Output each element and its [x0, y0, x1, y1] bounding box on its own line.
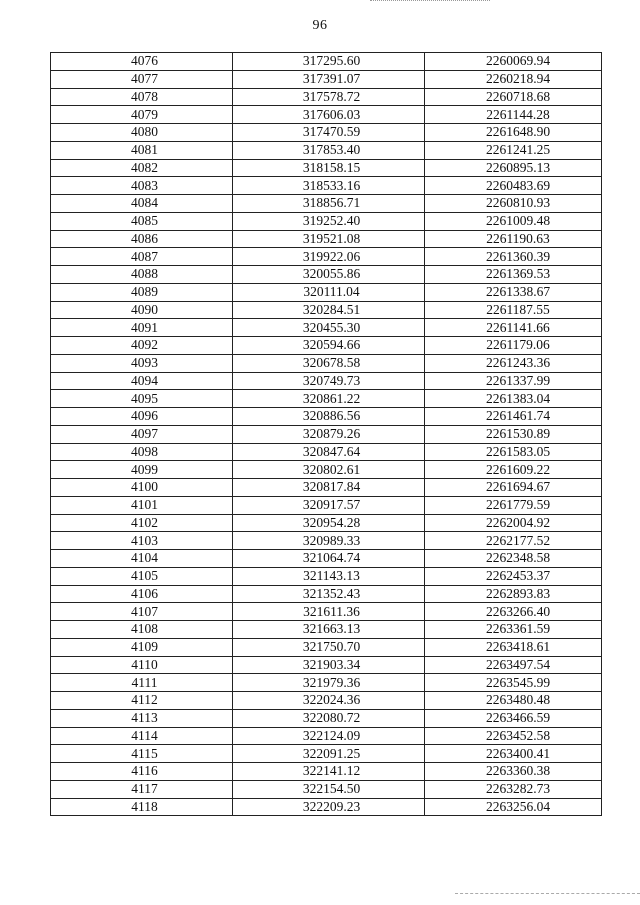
table-row — [51, 408, 602, 426]
y-coordinate-cell: 2263400.41 — [425, 745, 602, 763]
y-coordinate-cell: 2260218.94 — [425, 70, 602, 88]
x-coordinate-cell: 320284.51 — [233, 301, 425, 319]
table-row — [51, 479, 602, 497]
table-row — [51, 230, 602, 248]
table-row — [51, 727, 602, 745]
y-coordinate-cell: 2263418.61 — [425, 638, 602, 656]
x-coordinate-cell: 317391.07 — [233, 70, 425, 88]
x-coordinate-cell: 320678.58 — [233, 354, 425, 372]
y-coordinate-cell: 2260483.69 — [425, 177, 602, 195]
table-row — [51, 53, 602, 71]
x-coordinate-cell: 321903.34 — [233, 656, 425, 674]
x-coordinate-cell: 320879.26 — [233, 425, 425, 443]
y-coordinate-cell: 2263452.58 — [425, 727, 602, 745]
x-coordinate-cell: 320917.57 — [233, 496, 425, 514]
y-coordinate-cell: 2261243.36 — [425, 354, 602, 372]
x-coordinate-cell: 320055.86 — [233, 266, 425, 284]
x-coordinate-cell: 320817.84 — [233, 479, 425, 497]
coordinate-table — [50, 52, 602, 816]
table-row — [51, 337, 602, 355]
point-number-cell: 4102 — [51, 514, 233, 532]
point-number-cell: 4097 — [51, 425, 233, 443]
x-coordinate-cell: 320111.04 — [233, 283, 425, 301]
x-coordinate-cell: 317853.40 — [233, 141, 425, 159]
coordinate-table-body — [51, 53, 602, 816]
point-number-cell: 4106 — [51, 585, 233, 603]
y-coordinate-cell: 2263545.99 — [425, 674, 602, 692]
point-number-cell: 4114 — [51, 727, 233, 745]
point-number-cell: 4117 — [51, 780, 233, 798]
point-number-cell: 4110 — [51, 656, 233, 674]
x-coordinate-cell: 322209.23 — [233, 798, 425, 816]
point-number-cell: 4098 — [51, 443, 233, 461]
table-row — [51, 798, 602, 816]
point-number-cell: 4077 — [51, 70, 233, 88]
table-row — [51, 780, 602, 798]
y-coordinate-cell: 2261141.66 — [425, 319, 602, 337]
table-row — [51, 550, 602, 568]
x-coordinate-cell: 322154.50 — [233, 780, 425, 798]
x-coordinate-cell: 320861.22 — [233, 390, 425, 408]
y-coordinate-cell: 2261530.89 — [425, 425, 602, 443]
x-coordinate-cell: 322141.12 — [233, 763, 425, 781]
point-number-cell: 4095 — [51, 390, 233, 408]
table-row — [51, 425, 602, 443]
table-row — [51, 567, 602, 585]
point-number-cell: 4090 — [51, 301, 233, 319]
point-number-cell: 4083 — [51, 177, 233, 195]
x-coordinate-cell: 317578.72 — [233, 88, 425, 106]
y-coordinate-cell: 2261144.28 — [425, 106, 602, 124]
x-coordinate-cell: 321143.13 — [233, 567, 425, 585]
point-number-cell: 4093 — [51, 354, 233, 372]
table-row — [51, 638, 602, 656]
x-coordinate-cell: 317470.59 — [233, 124, 425, 142]
y-coordinate-cell: 2261190.63 — [425, 230, 602, 248]
x-coordinate-cell: 319252.40 — [233, 212, 425, 230]
table-row — [51, 745, 602, 763]
table-row — [51, 443, 602, 461]
table-row — [51, 70, 602, 88]
table-row — [51, 692, 602, 710]
x-coordinate-cell: 320954.28 — [233, 514, 425, 532]
point-number-cell: 4078 — [51, 88, 233, 106]
point-number-cell: 4085 — [51, 212, 233, 230]
table-row — [51, 709, 602, 727]
y-coordinate-cell: 2261583.05 — [425, 443, 602, 461]
y-coordinate-cell: 2263266.40 — [425, 603, 602, 621]
y-coordinate-cell: 2260810.93 — [425, 195, 602, 213]
y-coordinate-cell: 2260718.68 — [425, 88, 602, 106]
point-number-cell: 4087 — [51, 248, 233, 266]
y-coordinate-cell: 2263361.59 — [425, 621, 602, 639]
y-coordinate-cell: 2260069.94 — [425, 53, 602, 71]
table-row — [51, 283, 602, 301]
x-coordinate-cell: 322080.72 — [233, 709, 425, 727]
point-number-cell: 4088 — [51, 266, 233, 284]
table-row — [51, 372, 602, 390]
x-coordinate-cell: 318533.16 — [233, 177, 425, 195]
point-number-cell: 4115 — [51, 745, 233, 763]
point-number-cell: 4086 — [51, 230, 233, 248]
x-coordinate-cell: 321979.36 — [233, 674, 425, 692]
point-number-cell: 4094 — [51, 372, 233, 390]
x-coordinate-cell: 320749.73 — [233, 372, 425, 390]
table-row — [51, 621, 602, 639]
y-coordinate-cell: 2261009.48 — [425, 212, 602, 230]
table-row — [51, 461, 602, 479]
x-coordinate-cell: 317606.03 — [233, 106, 425, 124]
y-coordinate-cell: 2261609.22 — [425, 461, 602, 479]
y-coordinate-cell: 2261779.59 — [425, 496, 602, 514]
x-coordinate-cell: 321352.43 — [233, 585, 425, 603]
table-row — [51, 301, 602, 319]
x-coordinate-cell: 318856.71 — [233, 195, 425, 213]
table-row — [51, 212, 602, 230]
y-coordinate-cell: 2263360.38 — [425, 763, 602, 781]
table-row — [51, 124, 602, 142]
table-row — [51, 763, 602, 781]
table-row — [51, 514, 602, 532]
y-coordinate-cell: 2261337.99 — [425, 372, 602, 390]
y-coordinate-cell: 2261187.55 — [425, 301, 602, 319]
point-number-cell: 4108 — [51, 621, 233, 639]
table-row — [51, 674, 602, 692]
y-coordinate-cell: 2262893.83 — [425, 585, 602, 603]
table-row — [51, 319, 602, 337]
point-number-cell: 4089 — [51, 283, 233, 301]
point-number-cell: 4105 — [51, 567, 233, 585]
x-coordinate-cell: 319922.06 — [233, 248, 425, 266]
top-divider — [370, 0, 490, 2]
point-number-cell: 4116 — [51, 763, 233, 781]
table-row — [51, 656, 602, 674]
point-number-cell: 4096 — [51, 408, 233, 426]
x-coordinate-cell: 320802.61 — [233, 461, 425, 479]
bottom-divider — [455, 893, 640, 895]
point-number-cell: 4080 — [51, 124, 233, 142]
x-coordinate-cell: 320886.56 — [233, 408, 425, 426]
y-coordinate-cell: 2261338.67 — [425, 283, 602, 301]
x-coordinate-cell: 320455.30 — [233, 319, 425, 337]
table-row — [51, 141, 602, 159]
y-coordinate-cell: 2262004.92 — [425, 514, 602, 532]
y-coordinate-cell: 2263282.73 — [425, 780, 602, 798]
x-coordinate-cell: 322091.25 — [233, 745, 425, 763]
page-number: 96 — [312, 18, 328, 33]
y-coordinate-cell: 2261694.67 — [425, 479, 602, 497]
x-coordinate-cell: 321064.74 — [233, 550, 425, 568]
table-row — [51, 390, 602, 408]
point-number-cell: 4079 — [51, 106, 233, 124]
point-number-cell: 4112 — [51, 692, 233, 710]
point-number-cell: 4092 — [51, 337, 233, 355]
table-row — [51, 603, 602, 621]
point-number-cell: 4104 — [51, 550, 233, 568]
point-number-cell: 4118 — [51, 798, 233, 816]
y-coordinate-cell: 2263256.04 — [425, 798, 602, 816]
y-coordinate-cell: 2262453.37 — [425, 567, 602, 585]
y-coordinate-cell: 2263480.48 — [425, 692, 602, 710]
y-coordinate-cell: 2263466.59 — [425, 709, 602, 727]
y-coordinate-cell: 2260895.13 — [425, 159, 602, 177]
table-row — [51, 354, 602, 372]
x-coordinate-cell: 317295.60 — [233, 53, 425, 71]
x-coordinate-cell: 321750.70 — [233, 638, 425, 656]
x-coordinate-cell: 322124.09 — [233, 727, 425, 745]
point-number-cell: 4109 — [51, 638, 233, 656]
y-coordinate-cell: 2261179.06 — [425, 337, 602, 355]
point-number-cell: 4081 — [51, 141, 233, 159]
point-number-cell: 4099 — [51, 461, 233, 479]
y-coordinate-cell: 2261241.25 — [425, 141, 602, 159]
point-number-cell: 4100 — [51, 479, 233, 497]
point-number-cell: 4091 — [51, 319, 233, 337]
point-number-cell: 4101 — [51, 496, 233, 514]
point-number-cell: 4084 — [51, 195, 233, 213]
point-number-cell: 4103 — [51, 532, 233, 550]
point-number-cell: 4076 — [51, 53, 233, 71]
x-coordinate-cell: 319521.08 — [233, 230, 425, 248]
y-coordinate-cell: 2261461.74 — [425, 408, 602, 426]
table-row — [51, 177, 602, 195]
y-coordinate-cell: 2261383.04 — [425, 390, 602, 408]
point-number-cell: 4113 — [51, 709, 233, 727]
point-number-cell: 4082 — [51, 159, 233, 177]
point-number-cell: 4107 — [51, 603, 233, 621]
x-coordinate-cell: 322024.36 — [233, 692, 425, 710]
y-coordinate-cell: 2261360.39 — [425, 248, 602, 266]
y-coordinate-cell: 2263497.54 — [425, 656, 602, 674]
y-coordinate-cell: 2261648.90 — [425, 124, 602, 142]
y-coordinate-cell: 2261369.53 — [425, 266, 602, 284]
table-row — [51, 585, 602, 603]
x-coordinate-cell: 320989.33 — [233, 532, 425, 550]
x-coordinate-cell: 320594.66 — [233, 337, 425, 355]
x-coordinate-cell: 321663.13 — [233, 621, 425, 639]
point-number-cell: 4111 — [51, 674, 233, 692]
table-row — [51, 532, 602, 550]
table-row — [51, 266, 602, 284]
x-coordinate-cell: 320847.64 — [233, 443, 425, 461]
x-coordinate-cell: 318158.15 — [233, 159, 425, 177]
table-row — [51, 496, 602, 514]
y-coordinate-cell: 2262348.58 — [425, 550, 602, 568]
table-row — [51, 248, 602, 266]
table-row — [51, 88, 602, 106]
table-row — [51, 159, 602, 177]
table-row — [51, 195, 602, 213]
y-coordinate-cell: 2262177.52 — [425, 532, 602, 550]
table-row — [51, 106, 602, 124]
x-coordinate-cell: 321611.36 — [233, 603, 425, 621]
